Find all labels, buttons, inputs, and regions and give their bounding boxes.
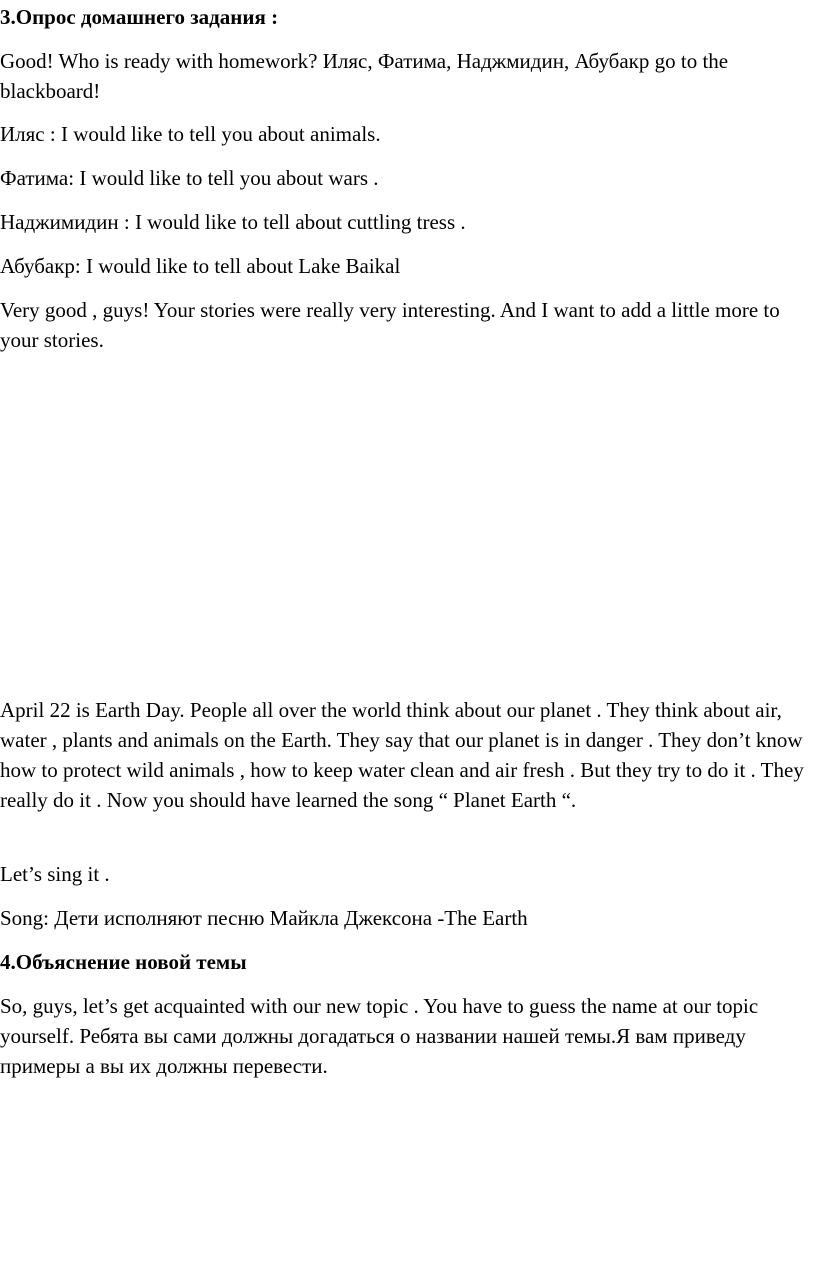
section4-paragraph: So, guys, let’s get acquainted with our new topic . You have to guess the name at our topic yourself. Ребята вы сами должны догадаться о названии нашей темы.Я вам приведу примеры а вы их должны перевести. xyxy=(0,994,759,1078)
earth-day-paragraph: April 22 is Earth Day. People all over the world think about our planet . They think about air, water , plants and animals on the Earth. They say that our planet is in danger . They don’t know how to protect wild animals , how to keep water clean and air fresh . But they try to do it . They really do it . Now you should have learned the song “ Planet Earth “. xyxy=(0,698,804,812)
student-line-fatima: Фатима: I would like to tell you about wars . xyxy=(0,166,379,190)
section4-heading: 4.Объяснение новой темы xyxy=(0,950,247,974)
student-line-ilyas: Иляс : I would like to tell you about animals. xyxy=(0,122,381,146)
student-line-nadzhimidin: Наджимидин : I would like to tell about cuttling tress . xyxy=(0,210,466,234)
section3-heading: 3.Опрос домашнего задания : xyxy=(0,5,279,29)
section3-intro: Good! Who is ready with homework? Иляс, Фатима, Наджмидин, Абубакр go to the blackboard! xyxy=(0,49,729,103)
section3-conclusion: Very good , guys! Your stories were really very interesting. And I want to add a little more to your stories. xyxy=(0,298,780,352)
student-line-abubakr: Абубакр: I would like to tell about Lake Baikal xyxy=(0,254,401,278)
song-line: Song: Дети исполняют песню Майкла Джексона -The Earth xyxy=(0,906,528,930)
lets-sing-line: Let’s sing it . xyxy=(0,862,110,886)
